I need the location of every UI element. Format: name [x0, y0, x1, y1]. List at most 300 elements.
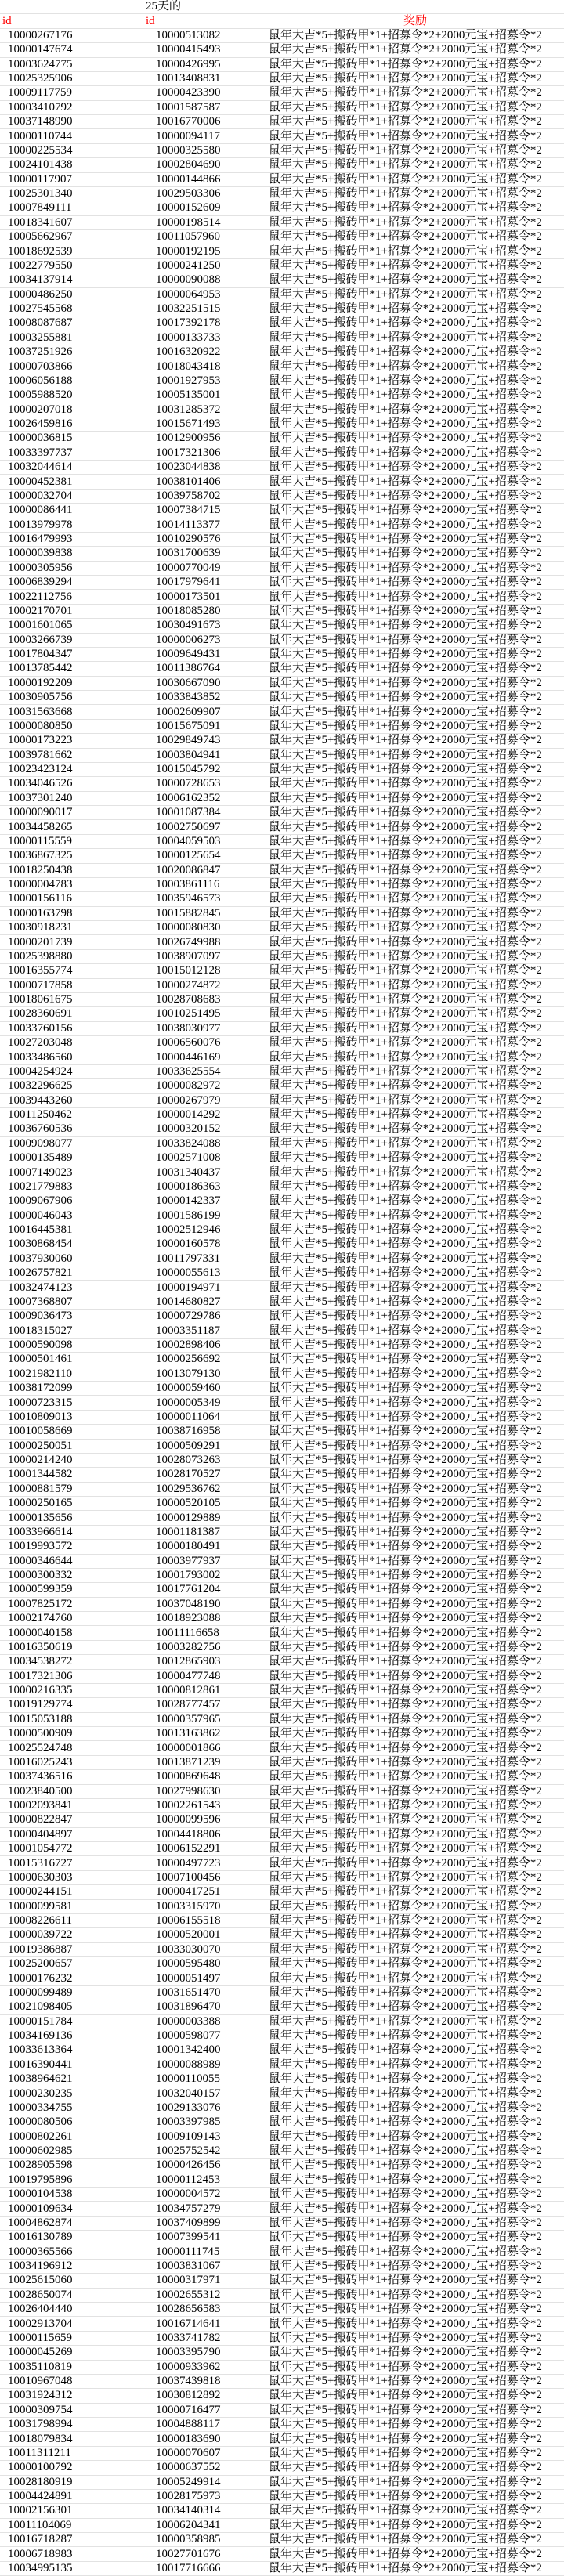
id-25-day-cell: 10000133733 [143, 331, 266, 345]
id-cell: 10036867325 [0, 849, 143, 862]
id-25-day-cell: 10026749988 [143, 935, 266, 948]
id-25-day-cell: 10017321306 [143, 446, 266, 460]
reward-cell: 鼠年大吉*5+搬砖甲*1+招募令*2+2000元宝+招募令*2 [269, 1353, 542, 1366]
id-cell: 10039781662 [0, 749, 143, 762]
table-row [0, 201, 564, 215]
id-25-day-cell: 10029503306 [143, 187, 266, 201]
table-row [0, 1396, 564, 1410]
id-25-day-cell: 10033843852 [143, 691, 266, 704]
reward-cell: 鼠年大吉*5+搬砖甲*1+招募令*2+2000元宝+招募令*2 [269, 1554, 542, 1567]
table-row [0, 1295, 564, 1310]
table-row [0, 417, 564, 432]
table-row [0, 1756, 564, 1770]
reward-cell: 鼠年大吉*5+搬砖甲*1+招募令*2+2000元宝+招募令*2 [269, 1021, 542, 1035]
reward-cell: 鼠年大吉*5+搬砖甲*1+招募令*2+2000元宝+招募令*2 [269, 2101, 542, 2114]
reward-cell: 鼠年大吉*5+搬砖甲*1+招募令*2+2000元宝+招募令*2 [269, 461, 542, 474]
id-25-day-cell: 10004059503 [143, 835, 266, 848]
id-25-day-cell: 10033625554 [143, 1065, 266, 1078]
reward-cell: 鼠年大吉*5+搬砖甲*1+招募令*2+2000元宝+招募令*2 [269, 2475, 542, 2488]
id-cell: 10004254924 [0, 1065, 143, 1078]
id-25-day-cell: 10011057960 [143, 230, 266, 244]
id-25-day-cell: 10000598077 [143, 2029, 266, 2043]
id-cell: 10000080506 [0, 2115, 143, 2129]
id-cell: 10000501461 [0, 1353, 143, 1366]
id-25-day-cell: 10002512946 [143, 1223, 266, 1237]
id-cell: 10006056188 [0, 374, 143, 388]
id-cell: 10034538272 [0, 1655, 143, 1668]
reward-cell: 鼠年大吉*5+搬砖甲*1+招募令*2+2000元宝+招募令*2 [269, 1324, 542, 1337]
id-cell: 10000115659 [0, 2332, 143, 2345]
table-row [0, 2015, 564, 2029]
table-row [0, 1871, 564, 1885]
id-cell: 10007825172 [0, 1598, 143, 1611]
id-25-day-cell: 10039758702 [143, 490, 266, 503]
table-row [0, 1986, 564, 2000]
id-cell: 10022112756 [0, 590, 143, 603]
id-25-day-cell: 10000144866 [143, 173, 266, 186]
id-cell: 10016355774 [0, 964, 143, 977]
id-25-day-cell: 10000274872 [143, 979, 266, 992]
id-cell: 10032474123 [0, 1281, 143, 1294]
reward-cell: 鼠年大吉*5+搬砖甲*1+招募令*2+2000元宝+招募令*2 [269, 1712, 542, 1725]
id-25-day-cell: 10000325580 [143, 144, 266, 157]
reward-cell: 鼠年大吉*5+搬砖甲*1+招募令*2+2000元宝+招募令*2 [269, 806, 542, 819]
table-row [0, 1885, 564, 1899]
id-cell: 10000104538 [0, 2188, 143, 2201]
table-row [0, 634, 564, 648]
id-25-day-cell: 10038716958 [143, 1425, 266, 1438]
table-row [0, 331, 564, 345]
id-25-day-cell: 10016320922 [143, 345, 266, 359]
id-cell: 10000176232 [0, 1971, 143, 1985]
id-25-day-cell: 10000812861 [143, 1684, 266, 1697]
id-25-day-cell: 10000477748 [143, 1670, 266, 1683]
id-cell: 10000365566 [0, 2245, 143, 2259]
table-row [0, 835, 564, 849]
reward-cell: 鼠年大吉*5+搬砖甲*1+招募令*2+2000元宝+招募令*2 [269, 345, 542, 359]
table-row [0, 2217, 564, 2231]
id-cell: 10016130789 [0, 2231, 143, 2244]
id-25-day-cell: 10031285372 [143, 403, 266, 417]
table-row [0, 907, 564, 921]
table-row [0, 2173, 564, 2188]
table-row [0, 2303, 564, 2317]
reward-cell: 鼠年大吉*5+搬砖甲*1+招募令*2+2000元宝+招募令*2 [269, 1339, 542, 1352]
id-cell: 10003624775 [0, 58, 143, 71]
reward-cell: 鼠年大吉*5+搬砖甲*1+招募令*2+2000元宝+招募令*2 [269, 935, 542, 948]
table-row [0, 475, 564, 489]
id-25-day-cell: 10017392178 [143, 316, 266, 330]
reward-cell: 鼠年大吉*5+搬砖甲*1+招募令*2+2000元宝+招募令*2 [269, 100, 542, 114]
table-row [0, 1324, 564, 1339]
reward-cell: 鼠年大吉*5+搬砖甲*1+招募令*2+2000元宝+招募令*2 [269, 158, 542, 172]
table-row [0, 72, 564, 86]
id-25-day-cell: 10013871239 [143, 1756, 266, 1769]
id-cell: 10000201739 [0, 935, 143, 948]
table-row [0, 806, 564, 820]
reward-cell: 鼠年大吉*5+搬砖甲*1+招募令*2+2000元宝+招募令*2 [269, 374, 542, 387]
reward-cell: 鼠年大吉*5+搬砖甲*1+招募令*2+2000元宝+招募令*2 [269, 1209, 542, 1222]
table-row [0, 403, 564, 417]
id-cell: 10037930060 [0, 1252, 143, 1266]
reward-cell: 鼠年大吉*5+搬砖甲*1+招募令*2+2000元宝+招募令*2 [269, 2331, 542, 2344]
id-cell: 10037148990 [0, 115, 143, 128]
id-25-day-cell: 10000728653 [143, 777, 266, 790]
reward-cell: 鼠年大吉*5+搬砖甲*1+招募令*2+2000元宝+招募令*2 [269, 2216, 542, 2229]
id-cell: 10006839294 [0, 576, 143, 589]
id-cell: 10021098405 [0, 2000, 143, 2014]
id-cell: 10000590098 [0, 1339, 143, 1352]
id-25-day-cell: 10007399541 [143, 2231, 266, 2244]
id-25-day-cell: 10000933962 [143, 2361, 266, 2374]
reward-cell: 鼠年大吉*5+搬砖甲*1+招募令*2+2000元宝+招募令*2 [269, 1597, 542, 1610]
id-25-day-cell: 10014680827 [143, 1295, 266, 1309]
id-25-day-cell: 10005249914 [143, 2476, 266, 2489]
id-cell: 10001344582 [0, 1468, 143, 1481]
reward-cell: 鼠年大吉*5+搬砖甲*1+招募令*2+2000元宝+招募令*2 [269, 518, 542, 531]
id-cell: 10011104069 [0, 2519, 143, 2532]
reward-cell: 鼠年大吉*5+搬砖甲*1+招募令*2+2000元宝+招募令*2 [269, 2043, 542, 2057]
table-row [0, 2332, 564, 2346]
id-cell: 10030905756 [0, 691, 143, 704]
reward-cell: 鼠年大吉*5+搬砖甲*1+招募令*2+2000元宝+招募令*2 [269, 2058, 542, 2071]
reward-cell: 鼠年大吉*5+搬砖甲*1+招募令*2+2000元宝+招募令*2 [269, 1223, 542, 1237]
id-cell: 10022779550 [0, 259, 143, 273]
id-cell: 10018079834 [0, 2432, 143, 2445]
reward-cell: 鼠年大吉*5+搬砖甲*1+招募令*2+2000元宝+招募令*2 [269, 2303, 542, 2316]
reward-cell: 鼠年大吉*5+搬砖甲*1+招募令*2+2000元宝+招募令*2 [269, 1439, 542, 1452]
reward-cell: 鼠年大吉*5+搬砖甲*1+招募令*2+2000元宝+招募令*2 [269, 2144, 542, 2158]
id-25-day-cell: 10000637552 [143, 2461, 266, 2474]
id-cell: 10000305956 [0, 562, 143, 575]
id-cell: 10018250438 [0, 864, 143, 877]
reward-cell: 鼠年大吉*5+搬砖甲*1+招募令*2+2000元宝+招募令*2 [269, 849, 542, 862]
id-25-day-cell: 10000014292 [143, 1108, 266, 1122]
reward-cell: 鼠年大吉*5+搬砖甲*1+招募令*2+2000元宝+招募令*2 [269, 1799, 542, 1812]
id-25-day-cell: 10030812892 [143, 2389, 266, 2402]
id-cell: 10009117759 [0, 86, 143, 99]
id-25-day-cell: 10000088989 [143, 2058, 266, 2072]
table-row [0, 1670, 564, 1684]
table-row [0, 1583, 564, 1597]
id-25-day-cell: 10000415493 [143, 43, 266, 56]
table-row [0, 115, 564, 129]
id-cell: 10034137914 [0, 273, 143, 287]
id-cell: 10002913704 [0, 2317, 143, 2330]
reward-cell: 鼠年大吉*5+搬砖甲*1+招募令*2+2000元宝+招募令*2 [269, 1165, 542, 1179]
table-row [0, 590, 564, 604]
table-row [0, 1741, 564, 1755]
table-row [0, 1165, 564, 1180]
table-row [0, 993, 564, 1007]
id-cell: 10002156301 [0, 2504, 143, 2517]
id-cell: 10036760536 [0, 1122, 143, 1136]
id-25-day-cell: 10011386764 [143, 662, 266, 675]
table-row [0, 1526, 564, 1540]
reward-cell: 鼠年大吉*5+搬砖甲*1+招募令*2+2000元宝+招募令*2 [269, 964, 542, 977]
table-row [0, 1411, 564, 1425]
id-25-day-cell: 10003282756 [143, 1641, 266, 1654]
id-cell: 10030918231 [0, 921, 143, 934]
id-25-day-cell: 10033824088 [143, 1137, 266, 1151]
reward-cell: 鼠年大吉*5+搬砖甲*1+招募令*2+2000元宝+招募令*2 [269, 2461, 542, 2474]
reward-cell: 鼠年大吉*5+搬砖甲*1+招募令*2+2000元宝+招募令*2 [269, 2274, 542, 2287]
table-row [0, 2418, 564, 2432]
table-row [0, 1036, 564, 1050]
reward-cell: 鼠年大吉*5+搬砖甲*1+招募令*2+2000元宝+招募令*2 [269, 1727, 542, 1740]
reward-cell: 鼠年大吉*5+搬砖甲*1+招募令*2+2000元宝+招募令*2 [269, 43, 542, 56]
id-25-day-cell: 10000446169 [143, 1050, 266, 1064]
id-25-day-cell: 10029849743 [143, 734, 266, 747]
id-25-day-cell: 10000183690 [143, 2432, 266, 2445]
table-row [0, 1065, 564, 1079]
reward-cell: 鼠年大吉*5+搬砖甲*1+招募令*2+2000元宝+招募令*2 [269, 1540, 542, 1553]
table-row [0, 2519, 564, 2533]
id-cell: 10037301240 [0, 792, 143, 805]
id-cell: 10017321306 [0, 1670, 143, 1683]
reward-cell: 鼠年大吉*5+搬砖甲*1+招募令*2+2000元宝+招募令*2 [269, 2231, 542, 2244]
id-25-day-cell: 10037048190 [143, 1598, 266, 1611]
reward-cell: 鼠年大吉*5+搬砖甲*1+招募令*2+2000元宝+招募令*2 [269, 2245, 542, 2258]
table-row [0, 2274, 564, 2288]
id-cell: 10010058669 [0, 1425, 143, 1438]
id-cell: 10000135656 [0, 1511, 143, 1524]
id-cell: 10000602985 [0, 2144, 143, 2158]
table-row [0, 230, 564, 244]
table-row [0, 1655, 564, 1669]
table-row [0, 950, 564, 964]
id-25-day-cell: 10031340437 [143, 1165, 266, 1179]
table-row [0, 2202, 564, 2216]
id-25-day-cell: 10003351187 [143, 1324, 266, 1338]
id-25-day-cell: 10014113377 [143, 518, 266, 532]
table-row [0, 2086, 564, 2101]
table-row [0, 921, 564, 935]
reward-cell: 鼠年大吉*5+搬砖甲*1+招募令*2+2000元宝+招募令*2 [269, 949, 542, 963]
reward-cell: 鼠年大吉*5+搬砖甲*1+招募令*2+2000元宝+招募令*2 [269, 2518, 542, 2531]
id-cell: 10000216335 [0, 1684, 143, 1697]
id-25-day-cell: 10031651470 [143, 1986, 266, 2000]
reward-cell: 鼠年大吉*5+搬砖甲*1+招募令*2+2000元宝+招募令*2 [269, 1640, 542, 1653]
reward-cell: 鼠年大吉*5+搬砖甲*1+招募令*2+2000元宝+招募令*2 [269, 2561, 542, 2574]
table-row [0, 2547, 564, 2561]
table-row [0, 1151, 564, 1165]
reward-cell: 鼠年大吉*5+搬砖甲*1+招募令*2+2000元宝+招募令*2 [269, 2014, 542, 2028]
reward-cell: 鼠年大吉*5+搬砖甲*1+招募令*2+2000元宝+招募令*2 [269, 878, 542, 891]
table-row [0, 173, 564, 187]
id-cell: 10000486250 [0, 288, 143, 302]
id-cell: 10018692539 [0, 244, 143, 258]
id-cell: 10000250051 [0, 1440, 143, 1453]
id-cell: 10000881579 [0, 1483, 143, 1496]
id-cell: 10000099489 [0, 1986, 143, 2000]
reward-cell: 鼠年大吉*5+搬砖甲*1+招募令*2+2000元宝+招募令*2 [269, 1741, 542, 1754]
table-row [0, 1353, 564, 1367]
id-cell: 10000045269 [0, 2346, 143, 2359]
reward-cell: 鼠年大吉*5+搬砖甲*1+招募令*2+2000元宝+招募令*2 [269, 1957, 542, 1971]
id-cell: 10003410792 [0, 101, 143, 114]
id-25-day-cell: 10000112453 [143, 2173, 266, 2187]
id-25-day-cell: 10000267979 [143, 1094, 266, 1107]
table-row [0, 849, 564, 863]
empty-cell [266, 0, 564, 13]
table-row [0, 144, 564, 158]
reward-cell: 鼠年大吉*5+搬砖甲*1+招募令*2+2000元宝+招募令*2 [269, 1525, 542, 1538]
reward-cell: 鼠年大吉*5+搬砖甲*1+招募令*2+2000元宝+招募令*2 [269, 1899, 542, 1913]
table-row [0, 1137, 564, 1151]
table-row [0, 1122, 564, 1136]
reward-cell: 鼠年大吉*5+搬砖甲*1+招募令*2+2000元宝+招募令*2 [269, 1122, 542, 1136]
table-row [0, 619, 564, 633]
reward-cell: 鼠年大吉*5+搬砖甲*1+招募令*2+2000元宝+招募令*2 [269, 129, 542, 143]
id-25-day-cell: 10000186363 [143, 1180, 266, 1194]
id-cell: 10035110819 [0, 2361, 143, 2374]
id-25-day-cell: 10000152609 [143, 201, 266, 215]
id-cell: 10031924312 [0, 2389, 143, 2402]
id-cell: 10007849111 [0, 201, 143, 215]
table-row [0, 1266, 564, 1281]
id-25-day-cell: 10016714641 [143, 2317, 266, 2330]
id-25-day-cell: 10015671493 [143, 417, 266, 431]
id-25-day-cell: 10010290576 [143, 533, 266, 546]
id-cell: 10007368807 [0, 1295, 143, 1309]
id-cell: 10000630303 [0, 1871, 143, 1884]
id-cell: 10000036815 [0, 432, 143, 445]
reward-cell: 鼠年大吉*5+搬砖甲*1+招募令*2+2000元宝+招募令*2 [269, 1036, 542, 1050]
reward-cell: 鼠年大吉*5+搬砖甲*1+招募令*2+2000元宝+招募令*2 [269, 863, 542, 876]
table-row [0, 1440, 564, 1454]
id-cell: 10000099581 [0, 1900, 143, 1913]
id-cell: 10009098077 [0, 1137, 143, 1151]
table-row [0, 1684, 564, 1698]
id-cell: 10005988520 [0, 388, 143, 402]
id-cell: 10000250165 [0, 1497, 143, 1510]
id-25-day-cell: 10017979641 [143, 576, 266, 589]
table-row [0, 259, 564, 273]
empty-cell [0, 0, 143, 13]
id-25-day-cell: 10020086847 [143, 864, 266, 877]
reward-cell: 鼠年大吉*5+搬砖甲*1+招募令*2+2000元宝+招募令*2 [269, 2360, 542, 2373]
id-cell: 10025398880 [0, 950, 143, 963]
id-25-day-cell: 10001586199 [143, 1209, 266, 1223]
table-row [0, 2289, 564, 2303]
id-cell: 10031798994 [0, 2418, 143, 2431]
id-25-day-cell: 10003804941 [143, 749, 266, 762]
id-25-day-cell: 10000090088 [143, 273, 266, 287]
table-row [0, 1382, 564, 1396]
id-cell: 10000032704 [0, 490, 143, 503]
id-25-day-cell: 10015675091 [143, 720, 266, 733]
table-row [0, 1914, 564, 1928]
id-25-day-cell: 10002804690 [143, 158, 266, 172]
reward-cell: 鼠年大吉*5+搬砖甲*1+招募令*2+2000元宝+招募令*2 [269, 1093, 542, 1107]
id-cell: 10034169136 [0, 2029, 143, 2043]
reward-cell: 鼠年大吉*5+搬砖甲*1+招募令*2+2000元宝+招募令*2 [269, 834, 542, 847]
reward-cell: 鼠年大吉*5+搬砖甲*1+招募令*2+2000元宝+招募令*2 [269, 590, 542, 603]
reward-cell: 鼠年大吉*5+搬砖甲*1+招募令*2+2000元宝+招募令*2 [269, 648, 542, 661]
reward-cell: 鼠年大吉*5+搬砖甲*1+招募令*2+2000元宝+招募令*2 [269, 662, 542, 675]
id-25-day-cell: 10006162352 [143, 792, 266, 805]
table-row [0, 29, 564, 43]
reward-cell: 鼠年大吉*5+搬砖甲*1+招募令*2+2000元宝+招募令*2 [269, 432, 542, 445]
reward-cell: 鼠年大吉*5+搬砖甲*1+招募令*2+2000元宝+招募令*2 [269, 1985, 542, 1999]
reward-cell: 鼠年大吉*5+搬砖甲*1+招募令*2+2000元宝+招募令*2 [269, 1885, 542, 1899]
id-cell: 10000244151 [0, 1885, 143, 1899]
reward-cell: 鼠年大吉*5+搬砖甲*1+招募令*2+2000元宝+招募令*2 [269, 230, 542, 244]
id-cell: 10000300332 [0, 1569, 143, 1582]
reward-cell: 鼠年大吉*5+搬砖甲*1+招募令*2+2000元宝+招募令*2 [269, 331, 542, 344]
reward-cell: 鼠年大吉*5+搬砖甲*1+招募令*2+2000元宝+招募令*2 [269, 1684, 542, 1697]
table-row [0, 1194, 564, 1209]
table-row [0, 533, 564, 547]
table-row [0, 1727, 564, 1741]
id-25-day-cell: 10000357965 [143, 1713, 266, 1726]
reward-cell: 鼠年大吉*5+搬砖甲*1+招募令*2+2000元宝+招募令*2 [269, 1367, 542, 1380]
reward-cell: 鼠年大吉*5+搬砖甲*1+招募令*2+2000元宝+招募令*2 [269, 2159, 542, 2172]
table-row [0, 504, 564, 518]
id-cell: 10033613364 [0, 2043, 143, 2057]
reward-cell: 鼠年大吉*5+搬砖甲*1+招募令*2+2000元宝+招募令*2 [269, 2288, 542, 2301]
id-cell: 10030868454 [0, 1237, 143, 1251]
id-cell: 10000086441 [0, 504, 143, 517]
id-cell: 10004424891 [0, 2490, 143, 2503]
id-cell: 10000004783 [0, 878, 143, 891]
id-25-day-cell: 10000716477 [143, 2404, 266, 2417]
reward-cell: 鼠年大吉*5+搬砖甲*1+招募令*2+2000元宝+招募令*2 [269, 2130, 542, 2143]
id-cell: 10000046043 [0, 1209, 143, 1223]
id-25-day-cell: 10038030977 [143, 1022, 266, 1035]
reward-cell: 鼠年大吉*5+搬砖甲*1+招募令*2+2000元宝+招募令*2 [269, 172, 542, 186]
reward-cell: 鼠年大吉*5+搬砖甲*1+招募令*2+2000元宝+招募令*2 [269, 187, 542, 201]
id-cell: 10013785442 [0, 662, 143, 675]
id-25-day-cell: 10038907097 [143, 950, 266, 963]
id-25-day-cell: 10001927953 [143, 374, 266, 388]
table-row [0, 878, 564, 892]
id-cell: 10000500909 [0, 1727, 143, 1740]
id-25-day-cell: 10027701676 [143, 2547, 266, 2560]
table-row [0, 2245, 564, 2260]
id-25-day-cell: 10000111745 [143, 2245, 266, 2259]
column-header-id: id [0, 14, 143, 27]
id-25-day-cell: 10009109143 [143, 2130, 266, 2144]
table-row [0, 158, 564, 172]
id-25-day-cell: 10028170527 [143, 1468, 266, 1481]
id-25-day-cell: 10000198514 [143, 216, 266, 229]
reward-cell: 鼠年大吉*5+搬砖甲*1+招募令*2+2000元宝+招募令*2 [269, 892, 542, 905]
reward-cell: 鼠年大吉*5+搬砖甲*1+招募令*2+2000元宝+招募令*2 [269, 1468, 542, 1481]
table-row [0, 1223, 564, 1237]
id-cell: 10000802261 [0, 2130, 143, 2144]
table-row [0, 1497, 564, 1511]
id-25-day-cell: 10002571008 [143, 1151, 266, 1165]
id-cell: 10021779883 [0, 1180, 143, 1194]
reward-cell: 鼠年大吉*5+搬砖甲*1+招募令*2+2000元宝+招募令*2 [269, 719, 542, 732]
id-cell: 10000109634 [0, 2202, 143, 2215]
table-row [0, 244, 564, 258]
reward-cell: 鼠年大吉*5+搬砖甲*1+招募令*2+2000元宝+招募令*2 [269, 2072, 542, 2086]
table-row [0, 2043, 564, 2058]
table-row [0, 86, 564, 100]
id-cell: 10000135489 [0, 1151, 143, 1165]
reward-cell: 鼠年大吉*5+搬砖甲*1+招募令*2+2000元宝+招募令*2 [269, 1914, 542, 1927]
id-25-day-cell: 10007384715 [143, 504, 266, 517]
reward-cell: 鼠年大吉*5+搬砖甲*1+招募令*2+2000元宝+招募令*2 [269, 906, 542, 919]
id-25-day-cell: 10011116658 [143, 1626, 266, 1639]
id-25-day-cell: 10030491673 [143, 619, 266, 632]
id-cell: 10019386887 [0, 1943, 143, 1956]
reward-cell: 鼠年大吉*5+搬砖甲*1+招募令*2+2000元宝+招募令*2 [269, 1180, 542, 1193]
reward-cell: 鼠年大吉*5+搬砖甲*1+招募令*2+2000元宝+招募令*2 [269, 1050, 542, 1064]
